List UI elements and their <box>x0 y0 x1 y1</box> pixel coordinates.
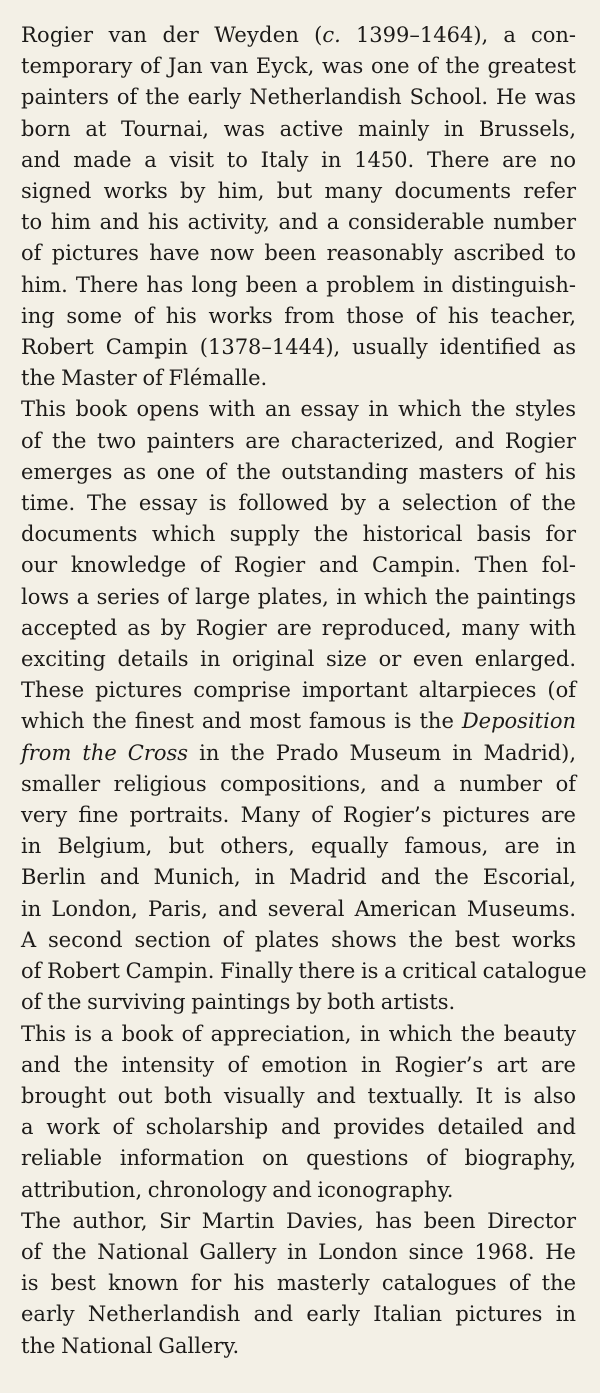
text-line: ing some of his works from those of his teacher, <box>21 303 576 328</box>
italic-text: from the Cross <box>21 740 189 765</box>
text-line: the Master of Flémalle. <box>21 366 268 391</box>
text-line: in Belgium, but others, equally famous, are in <box>21 834 576 859</box>
text-line: documents which supply the historical basis for <box>21 522 576 547</box>
text-line: and made a visit to Italy in 1450. There are no <box>21 147 576 172</box>
text-line: of the two painters are characterized, and Rogier <box>21 428 576 453</box>
text-line: very fine portraits. Many of Rogier’s pictures are <box>21 803 576 828</box>
paragraph <box>21 1206 576 1362</box>
paragraph <box>21 1019 576 1206</box>
text-line: of Robert Campin. Finally there is a critical catalogue <box>21 959 587 984</box>
author-name-smallcaps: Rogier van der Weyden <box>21 23 300 47</box>
text-line: of pictures have now been reasonably ascribed to <box>21 241 576 266</box>
jacket-description-text <box>21 20 587 1362</box>
text-segment: 1399–1464), a con- <box>340 23 576 47</box>
text-line: smaller religious compositions, and a number of <box>21 771 576 796</box>
text-line: born at Tournai, was active mainly in Brussels, <box>21 116 576 141</box>
text-line: attribution, chronology and iconography. <box>21 1177 454 1202</box>
text-line: the National Gallery. <box>21 1333 240 1358</box>
text-line: Berlin and Munich, in Madrid and the Escorial, <box>21 865 576 890</box>
italic-text: Deposition <box>461 709 576 734</box>
text-line: brought out both visually and textually. It is also <box>21 1083 576 1108</box>
text-line: The author, Sir Martin Davies, has been Director <box>21 1208 576 1233</box>
text-line: our knowledge of Rogier and Campin. Then fol- <box>21 553 576 578</box>
text-line: painters of the early Netherlandish School. He was <box>21 85 576 110</box>
text-line: A second section of plates shows the best works <box>21 927 576 952</box>
text-line: emerges as one of the outstanding masters of his <box>21 459 576 484</box>
text-line: time. The essay is followed by a selection of the <box>21 491 576 516</box>
text-line <box>21 706 576 737</box>
italic-text: c. <box>322 23 341 47</box>
text-line: a work of scholarship and provides detailed and <box>21 1115 576 1140</box>
paragraph <box>21 394 587 1018</box>
text-line: to him and his activity, and a considerable number <box>21 210 576 235</box>
text-segment: which the finest and most famous is the <box>21 709 462 734</box>
text-segment: in the Prado Museum in Madrid), <box>188 740 576 765</box>
text-line: early Netherlandish and early Italian pictures in <box>21 1302 576 1327</box>
text-line: These pictures comprise important altarpieces (of <box>21 678 576 703</box>
text-line: in London, Paris, and several American Museums. <box>21 896 576 921</box>
text-line: signed works by him, but many documents refer <box>21 179 576 204</box>
text-line: of the surviving paintings by both artists. <box>21 990 456 1015</box>
text-line: This is a book of appreciation, in which the beauty <box>21 1021 576 1046</box>
text-line: reliable information on questions of biography, <box>21 1146 576 1171</box>
text-line: lows a series of large plates, in which the paintings <box>21 584 576 609</box>
text-line: Robert Campin (1378–1444), usually identified as <box>21 335 576 360</box>
text-line <box>21 20 576 51</box>
text-segment: ( <box>299 23 323 47</box>
text-line: him. There has long been a problem in distinguish- <box>21 272 576 297</box>
text-line: temporary of Jan van Eyck, was one of the greatest <box>21 54 576 79</box>
text-line: accepted as by Rogier are reproduced, many with <box>21 615 576 640</box>
text-line: and the intensity of emotion in Rogier’s art are <box>21 1052 576 1077</box>
text-line: of the National Gallery in London since 1968. He <box>21 1239 576 1264</box>
text-line: This book opens with an essay in which the styles <box>21 397 576 422</box>
text-line: is best known for his masterly catalogues of the <box>21 1271 576 1296</box>
text-line: exciting details in original size or even enlarged. <box>21 647 576 672</box>
text-line <box>21 738 576 769</box>
paragraph <box>21 20 576 394</box>
